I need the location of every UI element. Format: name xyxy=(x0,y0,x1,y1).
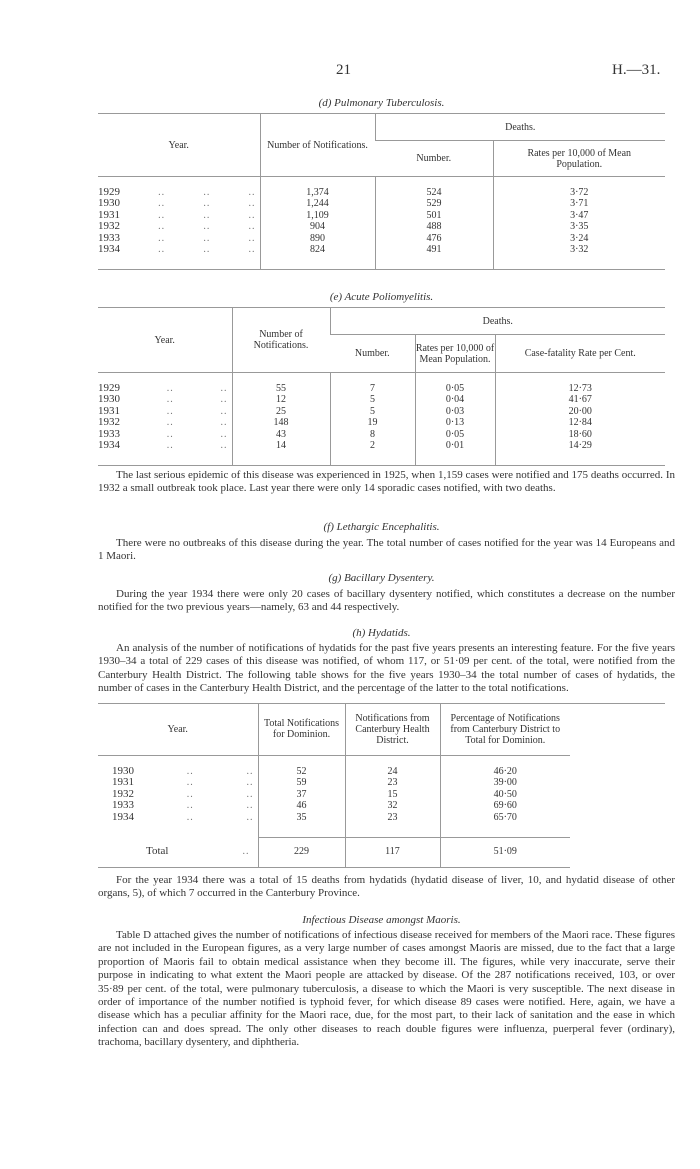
table-row: 1931 .. .. .. 1,109 501 3·47 xyxy=(98,210,665,221)
notifications-cell: 148 xyxy=(232,417,330,428)
year-cell: 1931 xyxy=(98,404,120,417)
table-e-title: (e) Acute Poliomyelitis. xyxy=(329,291,434,303)
table-row: 1930 .. .. 52 24 46·20 xyxy=(98,756,570,778)
paragraph-text: The last serious epidemic of this disease was experienced in 1925, when 1,159 cases were notified and 175 deaths occurred. In 1932 a small outbreak took place. Last year there were only 14 sporadic cases notified, with two deaths. xyxy=(98,469,675,495)
year-cell: 1934 xyxy=(112,810,134,823)
canterbury-cell: 15 xyxy=(345,789,440,800)
col-header-deaths: Deaths. xyxy=(330,308,665,335)
rate-cell: 0·05 xyxy=(415,373,495,395)
rate-cell: 3·32 xyxy=(493,244,665,270)
canterbury-cell: 23 xyxy=(345,777,440,788)
year-cell: 1934 xyxy=(98,243,120,256)
year-cell: 1930 xyxy=(98,197,120,210)
total-cell: 35 xyxy=(258,812,345,838)
rate-cell: 0·04 xyxy=(415,394,495,405)
pct-cell: 69·60 xyxy=(440,800,570,811)
notifications-cell: 43 xyxy=(232,429,330,440)
section-h-paragraph xyxy=(98,642,675,696)
year-cell: 1932 xyxy=(112,787,134,800)
table-row: 1933 .. .. .. 890 476 3·24 xyxy=(98,233,665,244)
table-row: 1929 .. .. 55 7 0·05 12·73 xyxy=(98,373,665,395)
table-d-title: (d) Pulmonary Tuberculosis. xyxy=(318,97,445,109)
notifications-cell: 55 xyxy=(232,373,330,395)
table-row: 1929 .. .. .. 1,374 524 3·72 xyxy=(98,177,665,199)
rate-cell: 3·71 xyxy=(493,198,665,209)
notifications-cell: 904 xyxy=(260,221,375,232)
col-header-number: Number. xyxy=(416,153,452,164)
notifications-cell: 1,374 xyxy=(260,177,375,199)
section-g-title: (g) Bacillary Dysentery. xyxy=(328,572,435,584)
number-cell: 476 xyxy=(375,233,493,244)
section-f-paragraph xyxy=(98,537,675,564)
col-header-fatality: Case-fatality Rate per Cent. xyxy=(495,335,665,373)
poliomyelitis-paragraph xyxy=(98,469,675,496)
table-row: 1930 .. .. .. 1,244 529 3·71 xyxy=(98,198,665,209)
rate-cell: 0·05 xyxy=(415,429,495,440)
rate-cell: 0·03 xyxy=(415,406,495,417)
year-cell: 1932 xyxy=(98,416,120,429)
total-cell: 46 xyxy=(258,800,345,811)
table-row: 1934 .. .. 35 23 65·70 xyxy=(98,812,570,838)
table-row: 1932 .. .. .. 904 488 3·35 xyxy=(98,221,665,232)
rate-cell: 0·01 xyxy=(415,440,495,466)
rate-cell: 3·24 xyxy=(493,233,665,244)
canterbury-cell: 23 xyxy=(345,812,440,838)
document-reference: H.—31. xyxy=(612,62,661,78)
year-cell: 1930 xyxy=(112,765,134,777)
table-row: 1931 .. .. 25 5 0·03 20·00 xyxy=(98,406,665,417)
number-cell: 19 xyxy=(330,417,415,428)
paragraph-text: During the year 1934 there were only 20 cases of bacillary dysentery notified, which constitutes a decrease on the number notified for the two previous years—namely, 63 and 44 respectively. xyxy=(98,588,675,614)
notifications-cell: 25 xyxy=(232,406,330,417)
notifications-cell: 14 xyxy=(232,440,330,466)
notifications-cell: 824 xyxy=(260,244,375,270)
rate-cell: 0·13 xyxy=(415,417,495,428)
notifications-cell: 1,109 xyxy=(260,210,375,221)
total-cell: 37 xyxy=(258,789,345,800)
col-header-percentage: Percentage of Notifications from Canterbury District to Total for Dominion. xyxy=(440,703,570,756)
total-cell: 59 xyxy=(258,777,345,788)
year-cell: 1931 xyxy=(98,208,120,221)
year-cell: 1933 xyxy=(98,427,120,440)
total-dominion: 229 xyxy=(258,838,345,868)
col-header-year: Year. xyxy=(167,723,188,735)
rate-cell: 3·47 xyxy=(493,210,665,221)
paragraph-text: Table D attached gives the number of notifications of infectious disease received for members of the Maori race. These figures are not included in the European figures, as a very large number of cases amongst Maoris are missed, due to the fact that a large proportion of Maoris fail to obtain medical assistance when they become ill. The figures, while very inaccurate, serve their purpose in indicating to what extent the Maori people are attacked by disease. Of the 287 notifications received, 103, or over 35·89 per cent. of the total, were pulmonary tuberculosis, a disease to which the Maori is very susceptible. The next disease in order of importance of the number notified is typhoid fever, for which disease 89 cases were notified. Here, again, we have a disease which has a peculiar affinity for the Maori race, due, for the most part, to their lack of sanitation and the ease in which infection can and does spread. The only other diseases to reach double figures were influenza, puerperal fever (ordinary), trachoma, bacillary dysentery, and diphtheria. xyxy=(98,929,675,1049)
year-cell: 1929 xyxy=(98,382,120,394)
col-header-rates: Rates per 10,000 of Mean Population. xyxy=(493,141,665,177)
rate-cell: 3·72 xyxy=(493,177,665,199)
year-cell: 1934 xyxy=(98,439,120,452)
number-cell: 5 xyxy=(330,394,415,405)
section-g-paragraph xyxy=(98,588,675,615)
col-header-canterbury: Notifications from Canterbury Health District. xyxy=(345,703,440,756)
table-row: 1934 .. .. .. 824 491 3·32 xyxy=(98,244,665,270)
fatality-cell: 18·60 xyxy=(495,429,665,440)
col-header-notifications: Number of Notifications. xyxy=(232,308,330,373)
col-header-number: Number. xyxy=(354,348,390,359)
table-row: 1934 .. .. 14 2 0·01 14·29 xyxy=(98,440,665,466)
hydatid-deaths-paragraph xyxy=(98,874,675,901)
total-percentage: 51·09 xyxy=(440,838,570,868)
section-f-title: (f) Lethargic Encephalitis. xyxy=(323,521,440,533)
col-header-year: Year. xyxy=(154,334,175,346)
pct-cell: 46·20 xyxy=(440,756,570,778)
fatality-cell: 41·67 xyxy=(495,394,665,405)
table-row: 1930 .. .. 12 5 0·04 41·67 xyxy=(98,394,665,405)
acute-poliomyelitis-table xyxy=(98,307,665,466)
year-cell: 1930 xyxy=(98,393,120,406)
fatality-cell: 12·73 xyxy=(495,373,665,395)
col-header-rates: Rates per 10,000 of Mean Population. xyxy=(415,335,495,373)
number-cell: 488 xyxy=(375,221,493,232)
table-row: 1933 .. .. 46 32 69·60 xyxy=(98,800,570,811)
fatality-cell: 14·29 xyxy=(495,440,665,466)
pct-cell: 40·50 xyxy=(440,789,570,800)
col-header-notifications: Number of Notifications. xyxy=(260,114,375,177)
number-cell: 529 xyxy=(375,198,493,209)
total-cell: 52 xyxy=(258,756,345,778)
hydatids-table xyxy=(98,703,570,868)
total-label: Total xyxy=(146,844,169,857)
year-cell: 1933 xyxy=(112,799,134,812)
number-cell: 5 xyxy=(330,406,415,417)
year-cell: 1932 xyxy=(98,220,120,233)
col-header-total: Total Notifications for Dominion. xyxy=(258,703,345,756)
table-row: 1932 .. .. 37 15 40·50 xyxy=(98,789,570,800)
number-cell: 524 xyxy=(375,177,493,199)
notifications-cell: 890 xyxy=(260,233,375,244)
number-cell: 8 xyxy=(330,429,415,440)
notifications-cell: 12 xyxy=(232,394,330,405)
notifications-cell: 1,244 xyxy=(260,198,375,209)
section-h-title: (h) Hydatids. xyxy=(352,627,411,639)
maori-section-title: Infectious Disease amongst Maoris. xyxy=(302,914,461,926)
total-canterbury: 117 xyxy=(345,838,440,868)
number-cell: 501 xyxy=(375,210,493,221)
canterbury-cell: 32 xyxy=(345,800,440,811)
canterbury-cell: 24 xyxy=(345,756,440,778)
fatality-cell: 20·00 xyxy=(495,406,665,417)
table-row: 1933 .. .. 43 8 0·05 18·60 xyxy=(98,429,665,440)
number-cell: 491 xyxy=(375,244,493,270)
rate-cell: 3·35 xyxy=(493,221,665,232)
fatality-cell: 12·84 xyxy=(495,417,665,428)
pct-cell: 39·00 xyxy=(440,777,570,788)
number-cell: 2 xyxy=(330,440,415,466)
year-cell: 1931 xyxy=(112,776,134,789)
year-cell: 1929 xyxy=(98,186,120,198)
total-row: Total .. 229 117 51·09 xyxy=(98,838,570,868)
col-header-deaths: Deaths. xyxy=(375,114,665,141)
paragraph-text: An analysis of the number of notifications of hydatids for the past five years presents an interesting feature. For the five years 1930–34 a total of 229 cases of this disease was notified, of whom 117, or 51·09 per cent. of the total, were notified from the Canterbury Health District. The following table shows for the five years 1930–34 the total number of cases of hydatids, the number of cases in the Canterbury Health District, and the percentage of the latter to the total notifications. xyxy=(98,642,675,695)
pulmonary-tuberculosis-table xyxy=(98,113,665,270)
maori-paragraph xyxy=(98,929,675,1050)
page-number: 21 xyxy=(336,62,351,78)
number-cell: 7 xyxy=(330,373,415,395)
col-header-year: Year. xyxy=(168,139,189,151)
table-row: 1931 .. .. 59 23 39·00 xyxy=(98,777,570,788)
pct-cell: 65·70 xyxy=(440,812,570,838)
paragraph-text: For the year 1934 there was a total of 15 deaths from hydatids (hydatid disease of liver, 10, and hydatid disease of other organs, 5), of which 7 occurred in the Canterbury Province. xyxy=(98,874,675,900)
table-row: 1932 .. .. 148 19 0·13 12·84 xyxy=(98,417,665,428)
year-cell: 1933 xyxy=(98,231,120,244)
paragraph-text: There were no outbreaks of this disease during the year. The total number of cases notified for the year was 14 Europeans and 1 Maori. xyxy=(98,537,675,563)
